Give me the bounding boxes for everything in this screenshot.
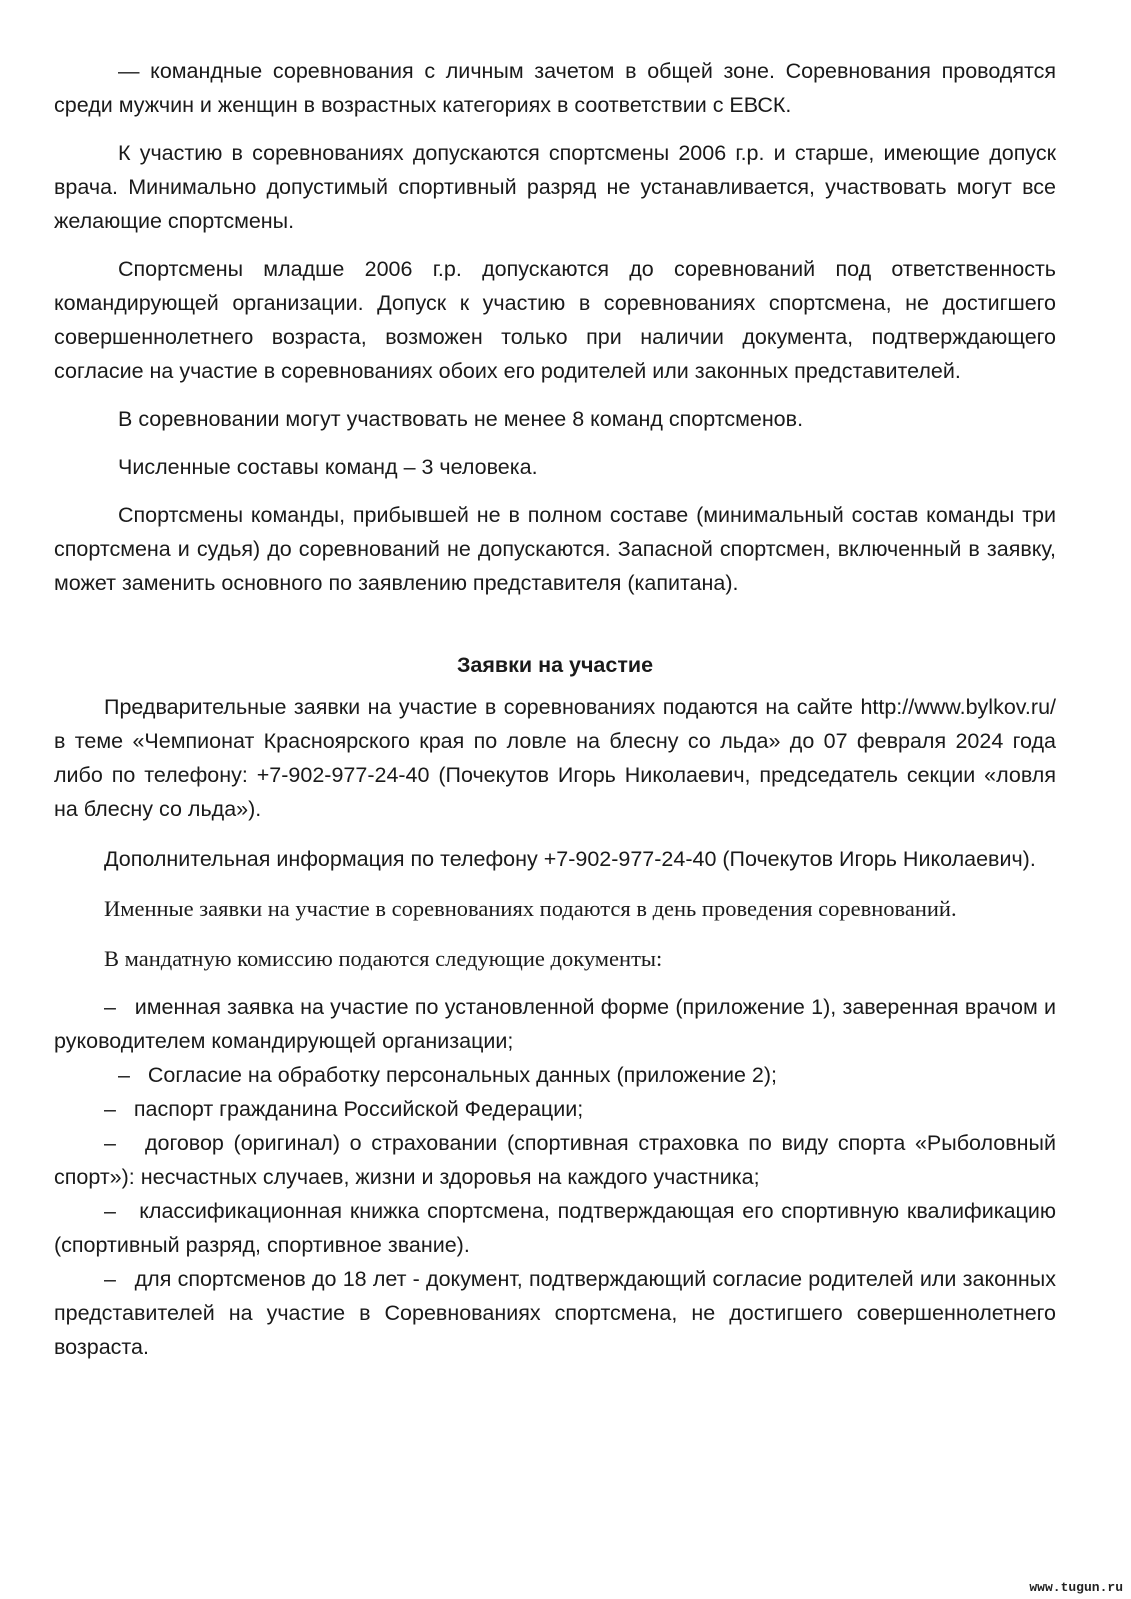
list-dash: – [104,1131,116,1155]
paragraph-admission: К участию в соревнованиях допускаются спортсмены 2006 г.р. и старше, имеющие допуск врача. Минимально допустимый спортивный разряд не устанавливается, участвовать могут все желающие спортсмены. [54,141,1056,233]
section-heading: Заявки на участие [456,653,654,677]
paragraph-named-applications: Именные заявки на участие в соревнованиях подаются в день проведения соревнований. [104,896,957,921]
paragraph-team-competitions: — командные соревнования с личным зачетом в общей зоне. Соревнования проводятся среди мужчин и женщин в возрастных категориях в соответствии с ЕВСК. [54,59,1056,117]
list-dash: – [104,1267,116,1291]
watermark-text: www.tugun.ru [1029,1580,1123,1595]
paragraph-minors: Спортсмены младше 2006 г.р. допускаются до соревнований под ответственность командирующей организации. Допуск к участию в соревнованиях спортсмена, не достигшего совершеннолетнего возраста, возможен только при наличии документа, подтверждающего согласие на участие в соревнованиях обоих его родителей или законных представителей. [54,257,1056,383]
list-item [54,1092,1056,1126]
list-dash: – [104,995,116,1019]
list-item [54,1194,1056,1262]
paragraph-team-size: Численные составы команд – 3 человека. [118,455,538,479]
list-item [54,990,1056,1058]
list-item [54,1126,1056,1194]
list-dash: – [104,1097,116,1121]
list-item-text: договор (оригинал) о страховании (спортивная страховка по виду спорта «Рыболовный спорт»): несчастных случаев, жизни и здоровья на каждого участника; [54,1131,1056,1189]
paragraph-additional-info: Дополнительная информация по телефону +7-902-977-24-40 (Почекутов Игорь Николаевич). [104,847,1036,871]
documents-list [54,990,1056,1364]
paragraph-preliminary-applications: Предварительные заявки на участие в соревнованиях подаются на сайте http://www.bylkov.ru/ в теме «Чемпионат Красноярского края по ловле на блесну со льда» до 07 февраля 2024 года либо по телефону: +7-902-977-24-40 (Почекутов Игорь Николаевич, председатель секции «ловля на блесну со льда»). [54,695,1056,821]
list-item-text: для спортсменов до 18 лет - документ, подтверждающий согласие родителей или законных представителей на участие в Соревнованиях спортсмена, не достигшего совершеннолетнего возраста. [54,1267,1056,1359]
list-dash: – [118,1063,130,1087]
paragraph-documents-intro: В мандатную комиссию подаются следующие документы: [104,946,663,971]
document-page [54,54,1056,1364]
list-item-text: Согласие на обработку персональных данных (приложение 2); [147,1063,778,1087]
paragraph-team-count: В соревновании могут участвовать не менее 8 команд спортсменов. [118,407,804,431]
list-item-text: паспорт гражданина Российской Федерации; [133,1097,584,1121]
paragraph-incomplete-team: Спортсмены команды, прибывшей не в полном составе (минимальный состав команды три спортсмена и судья) до соревнований не допускаются. Запасной спортсмен, включенный в заявку, может заменить основного по заявлению представителя (капитана). [54,503,1056,595]
list-item [54,1058,1056,1092]
list-item-text: классификационная книжка спортсмена, подтверждающая его спортивную квалификацию (спортивный разряд, спортивное звание). [54,1199,1057,1257]
list-item [54,1262,1056,1364]
list-item-text: именная заявка на участие по установленной форме (приложение 1), заверенная врачом и руководителем командирующей организации; [54,995,1056,1053]
list-dash: – [104,1199,116,1223]
